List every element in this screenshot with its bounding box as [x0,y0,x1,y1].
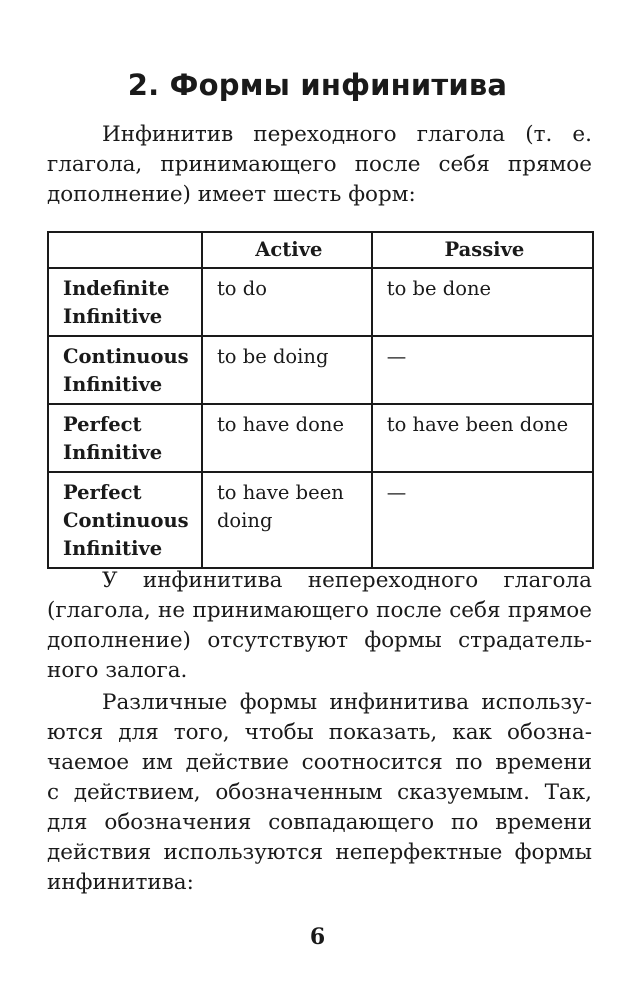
paragraph-line [47,596,592,626]
word: прямое [507,152,592,177]
word: переходного [253,122,397,147]
cell-passive [372,472,593,568]
word: Так, [544,780,592,805]
paragraph-line: дополнение) имеет шесть форм: [47,182,416,207]
page-number: 6 [309,924,326,950]
word: по [455,750,483,775]
table-row [48,472,593,568]
row-form-name [48,268,202,336]
row-form-name [48,404,202,472]
word: показать, [328,720,438,745]
word: ются [47,720,104,745]
header-empty-cell [48,232,202,268]
word: инфинитива [329,690,470,715]
cell-active [202,268,372,336]
word: после [376,598,442,623]
word: по [451,810,479,835]
line-text [47,748,592,778]
form-name-line: Infinitive [63,537,163,560]
word: непереходного [307,568,479,593]
word: принимающего [192,598,369,623]
cell-text: to have done [216,413,344,436]
cell-text: — [386,481,407,504]
word: неперфектные [335,840,503,865]
header-passive: Passive [372,232,593,268]
word: для [118,720,159,745]
header-active: Active [202,232,372,268]
word: Инфинитив [102,122,234,147]
word: формы [514,840,592,865]
paragraph-line [47,626,592,656]
word: действия [47,840,152,865]
line-text [47,626,592,656]
paragraph-line [47,688,592,718]
paragraph-line [47,566,592,596]
table-row [48,404,593,472]
paragraph-intransitive-infinitive [47,566,592,686]
word: Различные [102,690,228,715]
form-name-line: Infinitive [63,373,163,396]
word: действием, [73,780,201,805]
word: формы [364,628,442,653]
word: с [47,780,60,805]
line-text [102,120,592,150]
cell-text: to do [216,277,267,300]
paragraph-line [47,778,592,808]
table-row [48,336,593,404]
paragraph-line [47,838,592,868]
line-text [47,838,592,868]
cell-text: to have been [216,481,344,504]
word: (глагола, [47,598,151,623]
word: для [47,810,88,835]
paragraph-line [47,120,592,150]
word: времени [495,810,592,835]
word: глагола [503,568,592,593]
section-title: 2. Формы инфинитива [127,68,508,102]
word: действие [185,750,289,775]
word: сказуемым. [397,780,530,805]
line-text [47,808,592,838]
paragraph-line [47,718,592,748]
word: совпадающего [268,810,435,835]
word: дополнение) [47,628,191,653]
table-row [48,268,593,336]
cell-active [202,336,372,404]
form-name-line: Infinitive [63,305,163,328]
line-text [47,596,592,626]
paragraph-transitive-infinitive [47,120,592,210]
cell-text: to be doing [216,345,329,368]
word: себя [438,152,490,177]
word: обозна- [507,720,592,745]
line-text [47,718,592,748]
paragraph-forms-usage [47,688,592,898]
paragraph-line [47,808,592,838]
cell-text: to be done [386,277,492,300]
word: е. [572,122,592,147]
word: соотносится [301,750,443,775]
cell-passive [372,336,593,404]
word: того, [173,720,230,745]
word: как [452,720,492,745]
word: обозначенным [215,780,383,805]
form-name-line: Continuous [63,509,189,532]
cell-text: doing [216,509,273,532]
word: глагола, [47,152,143,177]
word: прямое [507,598,592,623]
word: обозначения [104,810,252,835]
cell-text: — [386,345,407,368]
line-text [102,688,592,718]
paragraph-line [47,748,592,778]
cell-passive [372,268,593,336]
word: чтобы [244,720,314,745]
cell-passive [372,404,593,472]
word: формы [239,690,318,715]
line-text [47,778,592,808]
word: времени [495,750,592,775]
word: им [141,750,173,775]
line-text [102,566,592,596]
word: используются [163,840,324,865]
paragraph-line: инфинитива: [47,870,194,895]
word: страдатель- [458,628,592,653]
word: У [102,568,118,593]
word: после [354,152,421,177]
form-name-line: Continuous [63,345,189,368]
form-name-line: Indefinite [63,277,170,300]
word: не [158,598,186,623]
word: принимающего [160,152,337,177]
word: себя [449,598,501,623]
word: чаемое [47,750,130,775]
form-name-line: Perfect [63,413,142,436]
word: отсутствуют [207,628,349,653]
row-form-name [48,336,202,404]
form-name-line: Infinitive [63,441,163,464]
word: использу- [481,690,592,715]
word: инфинитива [142,568,283,593]
infinitive-forms-table [47,231,594,569]
word: глагола [416,122,506,147]
form-name-line: Perfect [63,481,142,504]
paragraph-line [47,150,592,180]
cell-active [202,472,372,568]
line-text [47,150,592,180]
word: (т. [525,122,553,147]
paragraph-line: ного залога. [47,658,188,683]
cell-active [202,404,372,472]
row-form-name [48,472,202,568]
cell-text: to have been done [386,413,569,436]
table-header-row [48,232,593,268]
